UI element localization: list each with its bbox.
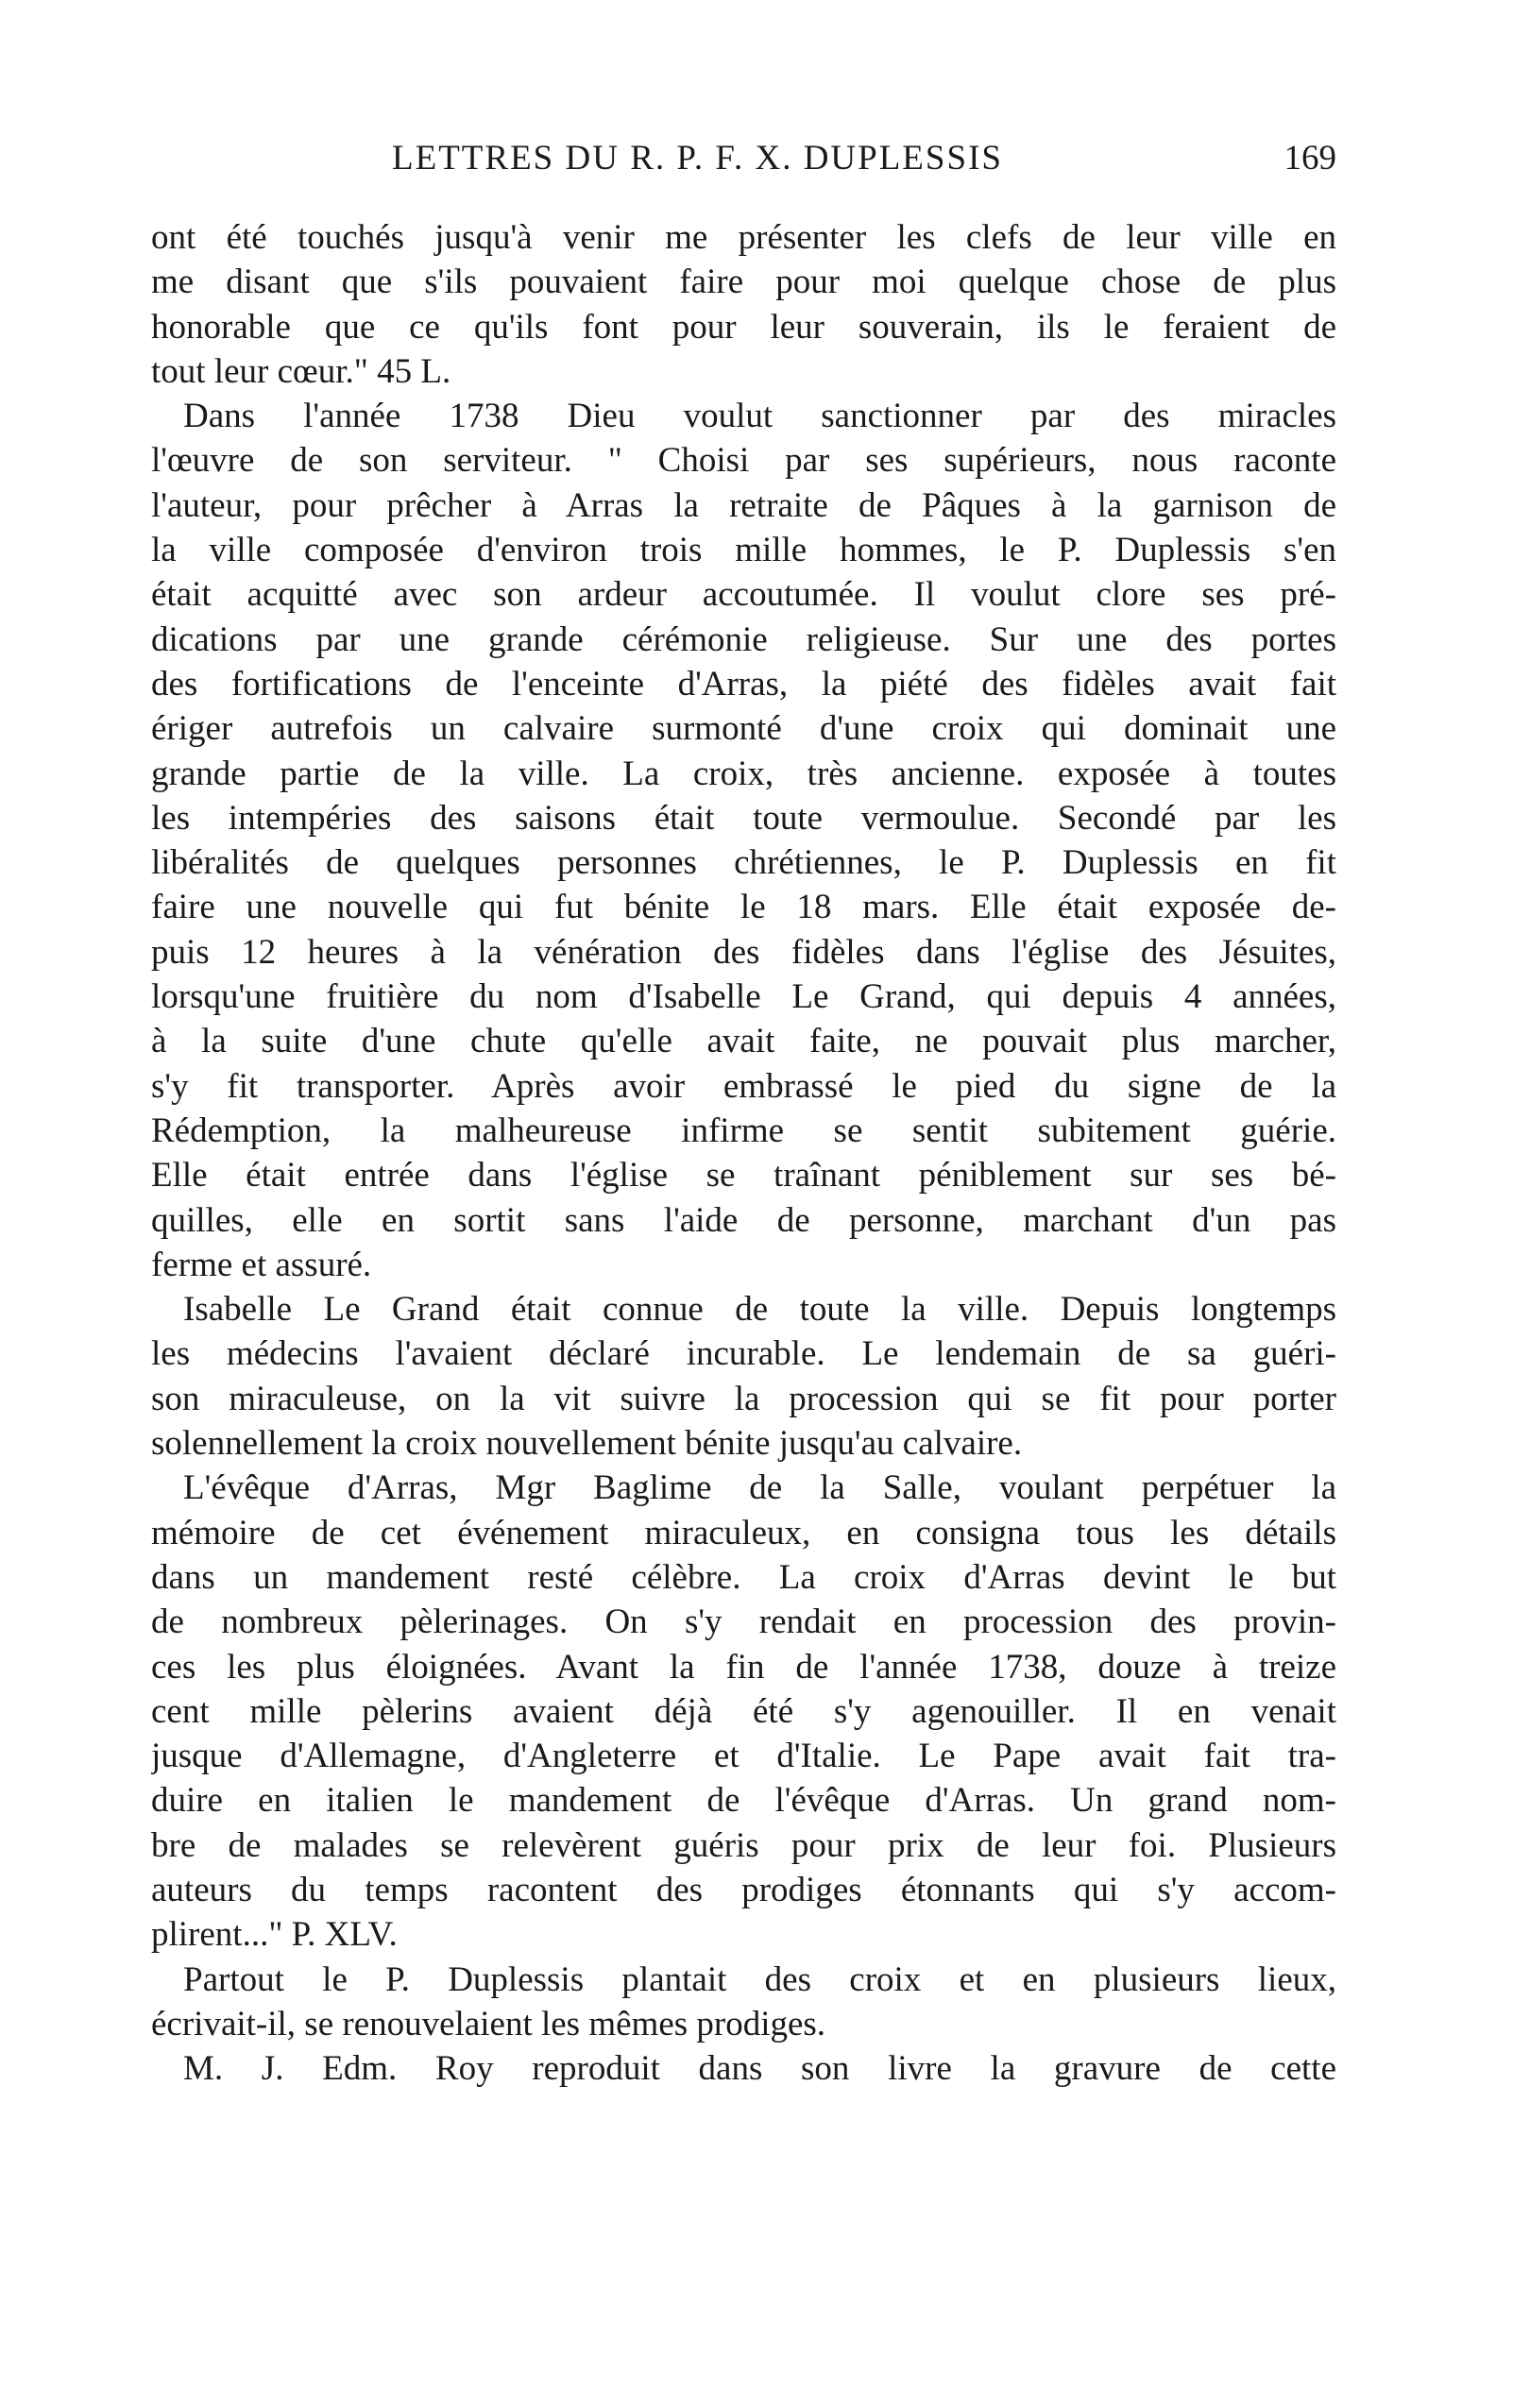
text-line: mémoire de cet événement miraculeux, en consigna tous les détails [151, 1513, 1336, 1552]
text-line: L'évêque d'Arras, Mgr Baglime de la Salle, voulant perpétuer la [183, 1468, 1336, 1508]
text-line: ferme et assuré. [151, 1245, 372, 1284]
text-line: M. J. Edm. Roy reproduit dans son livre la gravure de cette [183, 2049, 1336, 2089]
text-line: de nombreux pèlerinages. On s'y rendait en procession des provin- [151, 1603, 1336, 1642]
running-header [151, 132, 1336, 189]
text-line: Dans l'année 1738 Dieu voulut sanctionner par des miracles [183, 397, 1336, 436]
text-line: dans un mandement resté célèbre. La croix d'Arras devint le but [151, 1557, 1336, 1597]
text-line: ériger autrefois un calvaire surmonté d'une croix qui dominait une [151, 709, 1336, 749]
text-line: plirent..." P. XLV. [151, 1915, 398, 1955]
text-line: solennellement la croix nouvellement bénite jusqu'au calvaire. [151, 1424, 1023, 1464]
text-line: l'œuvre de son serviteur. " Choisi par ses supérieurs, nous raconte [151, 441, 1336, 481]
text-line: dications par une grande cérémonie religieuse. Sur une des portes [151, 619, 1336, 659]
text-line: ont été touchés jusqu'à venir me présenter les clefs de leur ville en [151, 218, 1336, 257]
text-line: ces les plus éloignées. Avant la fin de l'année 1738, douze à treize [151, 1647, 1336, 1687]
text-line: Partout le P. Duplessis plantait des croix et en plusieurs lieux, [183, 1959, 1336, 1999]
text-line: jusque d'Allemagne, d'Angleterre et d'Italie. Le Pape avait fait tra- [151, 1737, 1336, 1776]
text-line: honorable que ce qu'ils font pour leur souverain, ils le feraient de [151, 307, 1336, 347]
text-line: duire en italien le mandement de l'évêque d'Arras. Un grand nom- [151, 1781, 1336, 1821]
running-title: LETTRES DU R. P. F. X. DUPLESSIS [392, 139, 1003, 178]
body-text [151, 215, 1336, 2091]
text-line: auteurs du temps racontent des prodiges étonnants qui s'y accom- [151, 1870, 1336, 1909]
text-line: l'auteur, pour prêcher à Arras la retraite de Pâques à la garnison de [151, 485, 1336, 525]
page-number: 169 [1284, 139, 1336, 178]
text-line: me disant que s'ils pouvaient faire pour moi quelque chose de plus [151, 263, 1336, 302]
text-line: les intempéries des saisons était toute vermoulue. Secondé par les [151, 798, 1336, 838]
text-line: à la suite d'une chute qu'elle avait faite, ne pouvait plus marcher, [151, 1022, 1336, 1061]
text-line: des fortifications de l'enceinte d'Arras, la piété des fidèles avait fait [151, 664, 1336, 704]
text-line: Elle était entrée dans l'église se traînant péniblement sur ses bé- [151, 1156, 1336, 1196]
text-line: tout leur cœur." 45 L. [151, 351, 451, 391]
text-line: la ville composée d'environ trois mille hommes, le P. Duplessis s'en [151, 531, 1336, 570]
text-line: était acquitté avec son ardeur accoutumée. Il voulut clore ses pré- [151, 575, 1336, 615]
text-line: grande partie de la ville. La croix, très ancienne. exposée à toutes [151, 754, 1336, 793]
text-line: libéralités de quelques personnes chrétiennes, le P. Duplessis en fit [151, 843, 1336, 883]
text-line: Isabelle Le Grand était connue de toute la ville. Depuis longtemps [183, 1290, 1336, 1330]
text-line: son miraculeuse, on la vit suivre la procession qui se fit pour porter [151, 1379, 1336, 1418]
text-line: bre de malades se relevèrent guéris pour prix de leur foi. Plusieurs [151, 1825, 1336, 1865]
text-line: les médecins l'avaient déclaré incurable. Le lendemain de sa guéri- [151, 1334, 1336, 1374]
text-line: lorsqu'une fruitière du nom d'Isabelle Le Grand, qui depuis 4 années, [151, 977, 1336, 1017]
text-line: écrivait-il, se renouvelaient les mêmes prodiges. [151, 2004, 826, 2043]
text-line: puis 12 heures à la vénération des fidèles dans l'église des Jésuites, [151, 932, 1336, 972]
text-line: faire une nouvelle qui fut bénite le 18 mars. Elle était exposée de- [151, 888, 1336, 927]
text-line: cent mille pèlerins avaient déjà été s'y agenouiller. Il en venait [151, 1691, 1336, 1731]
text-line: quilles, elle en sortit sans l'aide de personne, marchant d'un pas [151, 1200, 1336, 1240]
text-line: s'y fit transporter. Après avoir embrassé le pied du signe de la [151, 1066, 1336, 1106]
text-line: Rédemption, la malheureuse infirme se sentit subitement guérie. [151, 1111, 1336, 1150]
